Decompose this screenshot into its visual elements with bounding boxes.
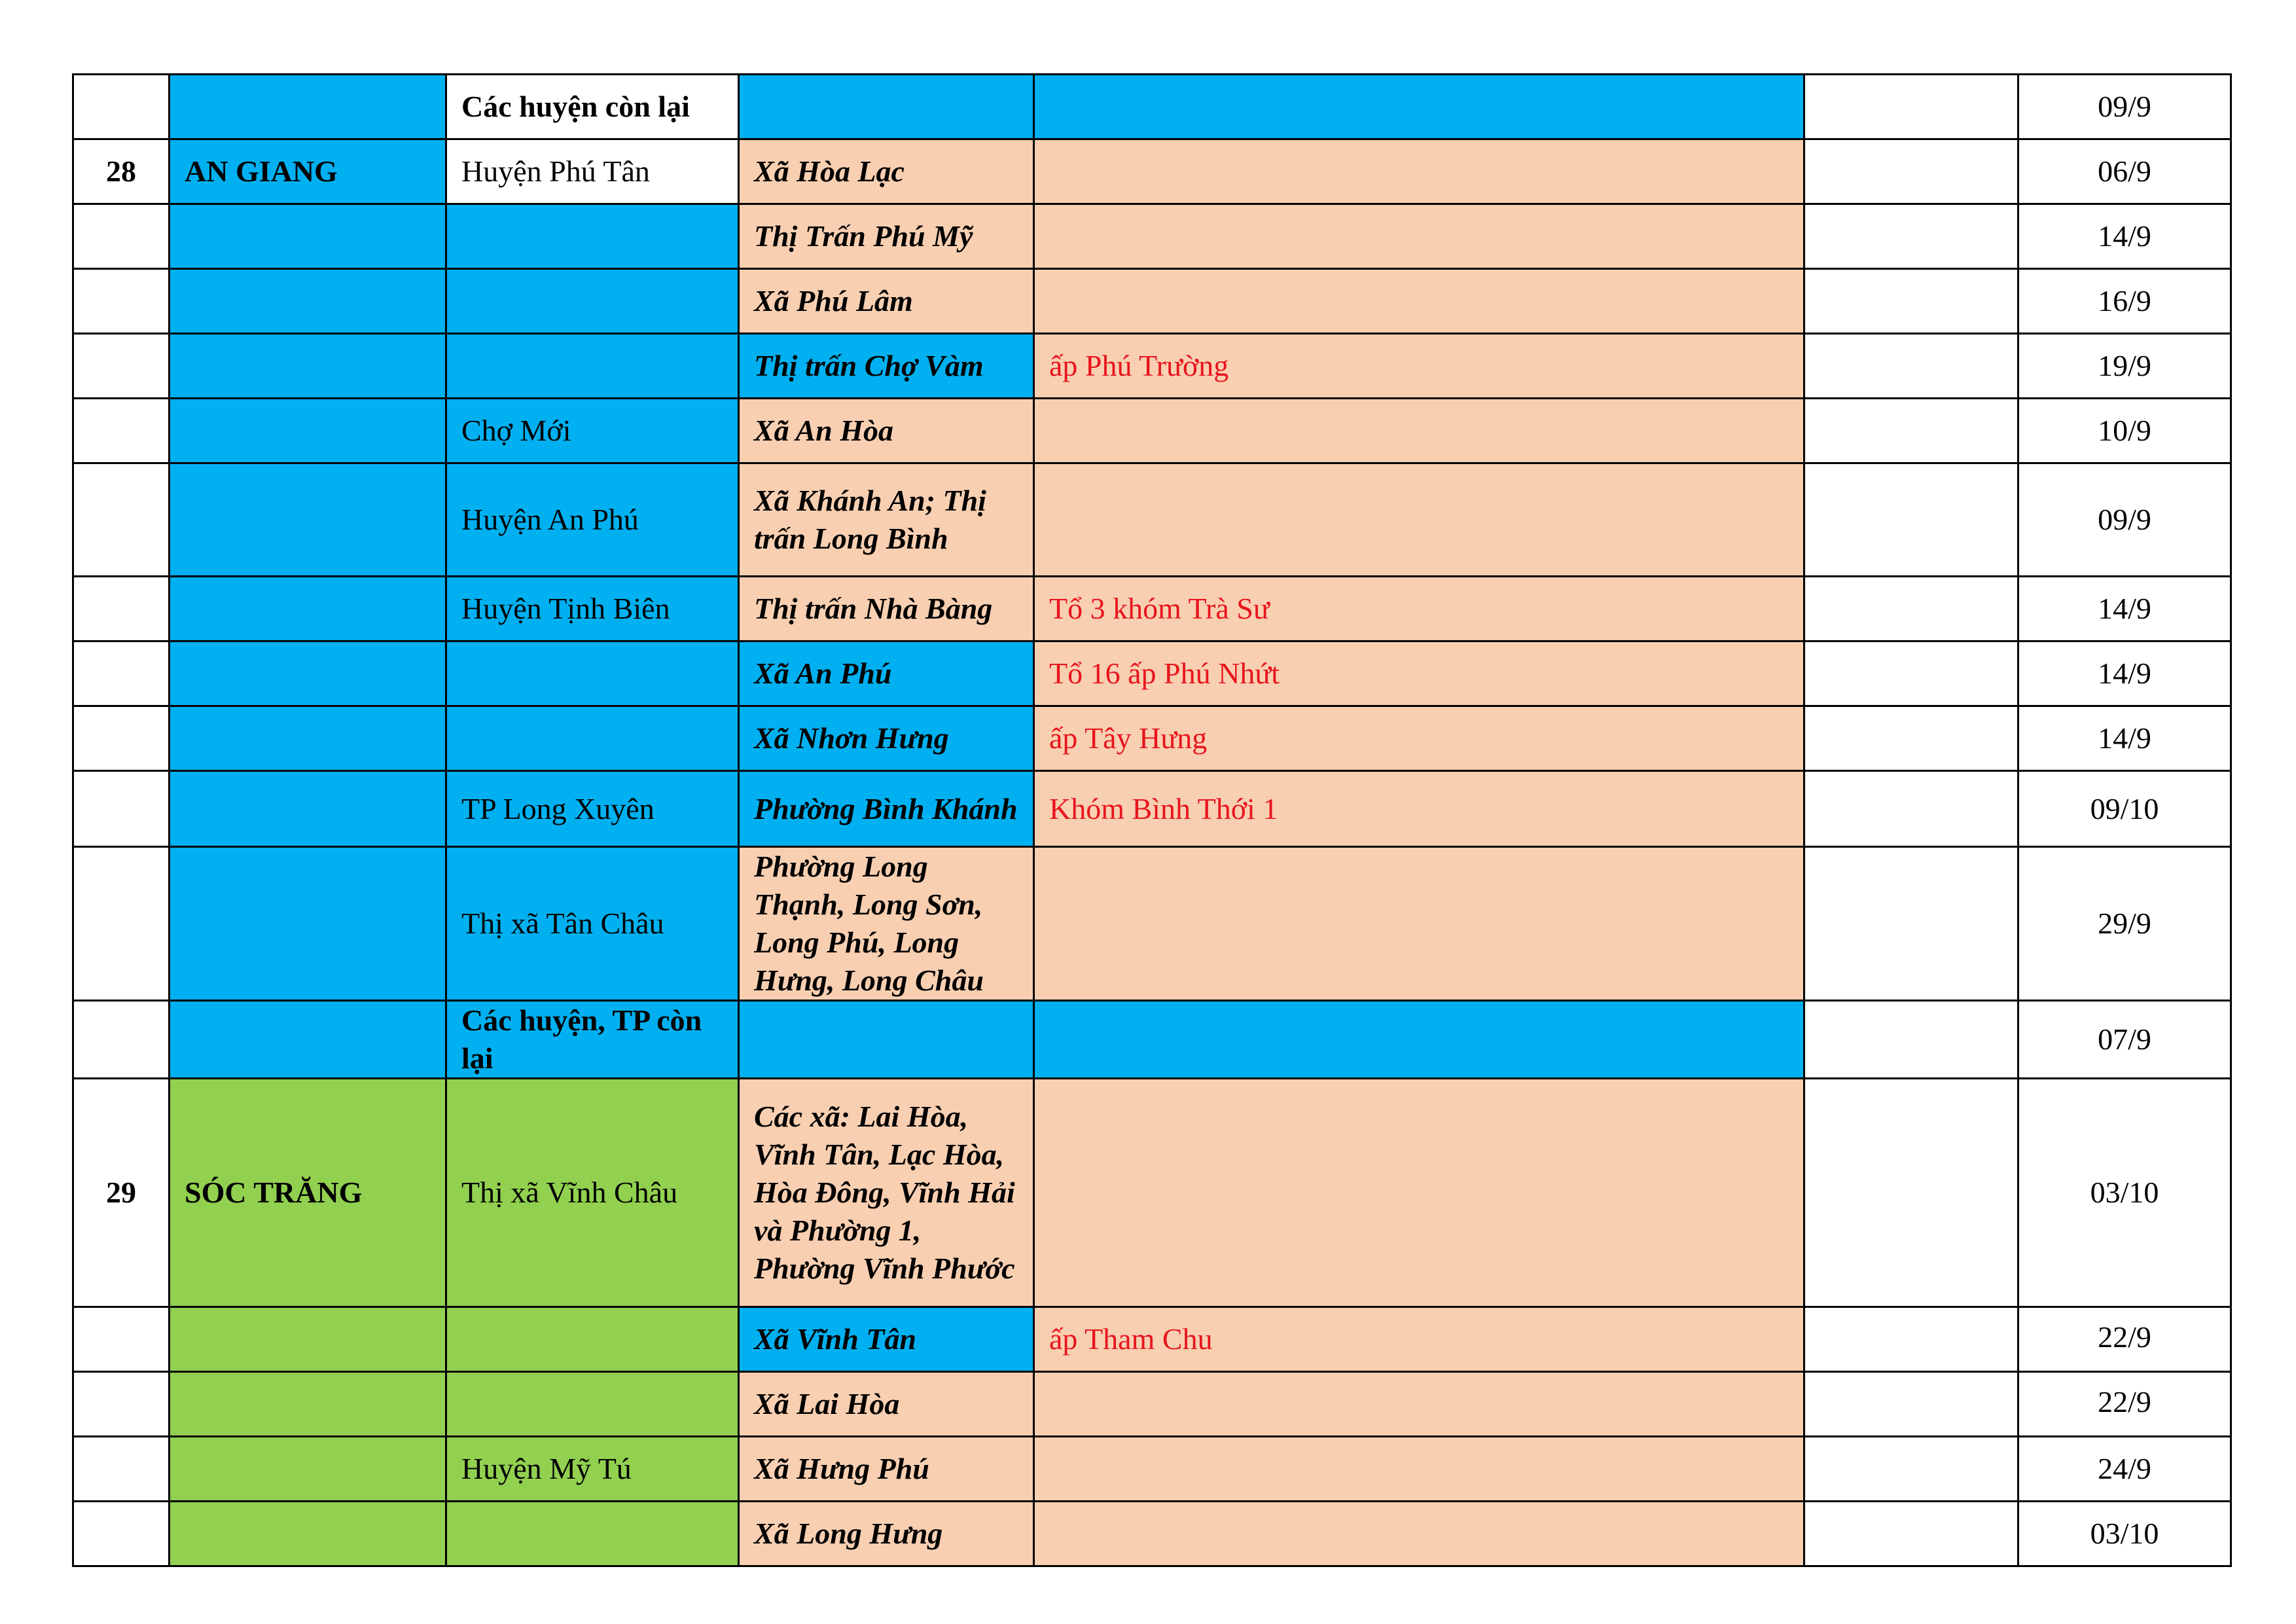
note-cell bbox=[1804, 334, 2018, 399]
province-cell: AN GIANG bbox=[170, 139, 446, 204]
commune-cell: Xã Phú Lâm bbox=[739, 269, 1034, 334]
date-cell: 22/9 bbox=[2018, 1307, 2231, 1372]
note-cell bbox=[1804, 577, 2018, 641]
district-cell: Chợ Mới bbox=[446, 399, 739, 463]
district-cell: Thị xã Tân Châu bbox=[446, 847, 739, 1001]
hamlet-cell bbox=[1034, 1502, 1804, 1566]
hamlet-cell: ấp Tham Chu bbox=[1034, 1307, 1804, 1372]
table-row bbox=[73, 334, 2231, 399]
province-cell bbox=[170, 204, 446, 269]
date-cell: 09/9 bbox=[2018, 463, 2231, 577]
date-cell: 14/9 bbox=[2018, 641, 2231, 706]
note-cell bbox=[1804, 1001, 2018, 1079]
province-cell bbox=[170, 399, 446, 463]
note-cell bbox=[1804, 269, 2018, 334]
row-number-cell bbox=[73, 641, 170, 706]
table-body bbox=[73, 75, 2231, 1566]
table-row bbox=[73, 463, 2231, 577]
row-number-cell bbox=[73, 847, 170, 1001]
commune-cell: Xã Khánh An; Thị trấn Long Bình bbox=[739, 463, 1034, 577]
district-cell: Các huyện còn lại bbox=[446, 75, 739, 139]
note-cell bbox=[1804, 463, 2018, 577]
province-cell bbox=[170, 1372, 446, 1437]
table-row bbox=[73, 771, 2231, 847]
commune-cell: Thị trấn Chợ Vàm bbox=[739, 334, 1034, 399]
hamlet-cell bbox=[1034, 204, 1804, 269]
row-number-cell bbox=[73, 1307, 170, 1372]
commune-cell bbox=[739, 75, 1034, 139]
date-cell: 06/9 bbox=[2018, 139, 2231, 204]
row-number-cell bbox=[73, 1437, 170, 1502]
province-cell bbox=[170, 1307, 446, 1372]
hamlet-cell bbox=[1034, 139, 1804, 204]
row-number-cell: 29 bbox=[73, 1079, 170, 1307]
note-cell bbox=[1804, 1372, 2018, 1437]
hamlet-cell bbox=[1034, 75, 1804, 139]
commune-cell: Xã An Hòa bbox=[739, 399, 1034, 463]
row-number-cell bbox=[73, 1502, 170, 1566]
commune-cell bbox=[739, 1001, 1034, 1079]
district-cell bbox=[446, 1307, 739, 1372]
commune-cell: Xã Hưng Phú bbox=[739, 1437, 1034, 1502]
note-cell bbox=[1804, 771, 2018, 847]
province-cell bbox=[170, 847, 446, 1001]
table-row bbox=[73, 139, 2231, 204]
row-number-cell bbox=[73, 75, 170, 139]
province-cell bbox=[170, 641, 446, 706]
district-cell: Các huyện, TP còn lại bbox=[446, 1001, 739, 1079]
date-cell: 22/9 bbox=[2018, 1372, 2231, 1437]
table-row bbox=[73, 577, 2231, 641]
hamlet-cell: ấp Phú Trường bbox=[1034, 334, 1804, 399]
commune-cell: Phường Bình Khánh bbox=[739, 771, 1034, 847]
table-row bbox=[73, 204, 2231, 269]
table-row bbox=[73, 1502, 2231, 1566]
commune-cell: Thị trấn Nhà Bàng bbox=[739, 577, 1034, 641]
date-cell: 09/9 bbox=[2018, 75, 2231, 139]
table-row bbox=[73, 1307, 2231, 1372]
province-cell bbox=[170, 1001, 446, 1079]
commune-cell: Các xã: Lai Hòa, Vĩnh Tân, Lạc Hòa, Hòa Đông, Vĩnh Hải và Phường 1, Phường Vĩnh Phước bbox=[739, 1079, 1034, 1307]
hamlet-cell bbox=[1034, 463, 1804, 577]
hamlet-cell: Tổ 16 ấp Phú Nhứt bbox=[1034, 641, 1804, 706]
note-cell bbox=[1804, 847, 2018, 1001]
district-cell: Thị xã Vĩnh Châu bbox=[446, 1079, 739, 1307]
date-cell: 14/9 bbox=[2018, 577, 2231, 641]
table-row bbox=[73, 641, 2231, 706]
date-cell: 14/9 bbox=[2018, 706, 2231, 771]
hamlet-cell bbox=[1034, 1372, 1804, 1437]
commune-cell: Thị Trấn Phú Mỹ bbox=[739, 204, 1034, 269]
district-cell bbox=[446, 1372, 739, 1437]
province-cell bbox=[170, 706, 446, 771]
date-cell: 09/10 bbox=[2018, 771, 2231, 847]
province-cell bbox=[170, 269, 446, 334]
row-number-cell: 28 bbox=[73, 139, 170, 204]
note-cell bbox=[1804, 139, 2018, 204]
date-cell: 03/10 bbox=[2018, 1502, 2231, 1566]
note-cell bbox=[1804, 1307, 2018, 1372]
row-number-cell bbox=[73, 1001, 170, 1079]
province-cell bbox=[170, 577, 446, 641]
province-cell bbox=[170, 1437, 446, 1502]
commune-cell: Xã Vĩnh Tân bbox=[739, 1307, 1034, 1372]
hamlet-cell bbox=[1034, 269, 1804, 334]
district-cell: Huyện Tịnh Biên bbox=[446, 577, 739, 641]
row-number-cell bbox=[73, 706, 170, 771]
district-cell bbox=[446, 641, 739, 706]
row-number-cell bbox=[73, 269, 170, 334]
table-row bbox=[73, 75, 2231, 139]
province-cell: SÓC TRĂNG bbox=[170, 1079, 446, 1307]
date-cell: 07/9 bbox=[2018, 1001, 2231, 1079]
hamlet-cell bbox=[1034, 847, 1804, 1001]
province-cell bbox=[170, 1502, 446, 1566]
row-number-cell bbox=[73, 334, 170, 399]
table-row bbox=[73, 1437, 2231, 1502]
district-cell: Huyện Phú Tân bbox=[446, 139, 739, 204]
note-cell bbox=[1804, 641, 2018, 706]
commune-cell: Phường Long Thạnh, Long Sơn, Long Phú, Long Hưng, Long Châu bbox=[739, 847, 1034, 1001]
hamlet-cell bbox=[1034, 399, 1804, 463]
table-row bbox=[73, 1079, 2231, 1307]
table-row bbox=[73, 1001, 2231, 1079]
district-cell bbox=[446, 269, 739, 334]
hamlet-cell bbox=[1034, 1079, 1804, 1307]
row-number-cell bbox=[73, 463, 170, 577]
note-cell bbox=[1804, 75, 2018, 139]
hamlet-cell bbox=[1034, 1001, 1804, 1079]
note-cell bbox=[1804, 1437, 2018, 1502]
table-row bbox=[73, 1372, 2231, 1437]
schedule-table bbox=[72, 73, 2232, 1567]
hamlet-cell: ấp Tây Hưng bbox=[1034, 706, 1804, 771]
date-cell: 29/9 bbox=[2018, 847, 2231, 1001]
table-row bbox=[73, 847, 2231, 1001]
table-row bbox=[73, 269, 2231, 334]
date-cell: 24/9 bbox=[2018, 1437, 2231, 1502]
hamlet-cell: Khóm Bình Thới 1 bbox=[1034, 771, 1804, 847]
district-cell bbox=[446, 204, 739, 269]
row-number-cell bbox=[73, 204, 170, 269]
date-cell: 16/9 bbox=[2018, 269, 2231, 334]
row-number-cell bbox=[73, 1372, 170, 1437]
province-cell bbox=[170, 463, 446, 577]
district-cell: TP Long Xuyên bbox=[446, 771, 739, 847]
commune-cell: Xã Nhơn Hưng bbox=[739, 706, 1034, 771]
district-cell: Huyện Mỹ Tú bbox=[446, 1437, 739, 1502]
commune-cell: Xã Lai Hòa bbox=[739, 1372, 1034, 1437]
date-cell: 03/10 bbox=[2018, 1079, 2231, 1307]
row-number-cell bbox=[73, 577, 170, 641]
district-cell bbox=[446, 706, 739, 771]
note-cell bbox=[1804, 204, 2018, 269]
table-row bbox=[73, 399, 2231, 463]
note-cell bbox=[1804, 399, 2018, 463]
commune-cell: Xã An Phú bbox=[739, 641, 1034, 706]
province-cell bbox=[170, 771, 446, 847]
note-cell bbox=[1804, 706, 2018, 771]
row-number-cell bbox=[73, 399, 170, 463]
row-number-cell bbox=[73, 771, 170, 847]
date-cell: 14/9 bbox=[2018, 204, 2231, 269]
district-cell: Huyện An Phú bbox=[446, 463, 739, 577]
district-cell bbox=[446, 334, 739, 399]
province-cell bbox=[170, 75, 446, 139]
note-cell bbox=[1804, 1502, 2018, 1566]
hamlet-cell bbox=[1034, 1437, 1804, 1502]
commune-cell: Xã Hòa Lạc bbox=[739, 139, 1034, 204]
note-cell bbox=[1804, 1079, 2018, 1307]
table-row bbox=[73, 706, 2231, 771]
hamlet-cell: Tổ 3 khóm Trà Sư bbox=[1034, 577, 1804, 641]
commune-cell: Xã Long Hưng bbox=[739, 1502, 1034, 1566]
date-cell: 10/9 bbox=[2018, 399, 2231, 463]
district-cell bbox=[446, 1502, 739, 1566]
province-cell bbox=[170, 334, 446, 399]
date-cell: 19/9 bbox=[2018, 334, 2231, 399]
